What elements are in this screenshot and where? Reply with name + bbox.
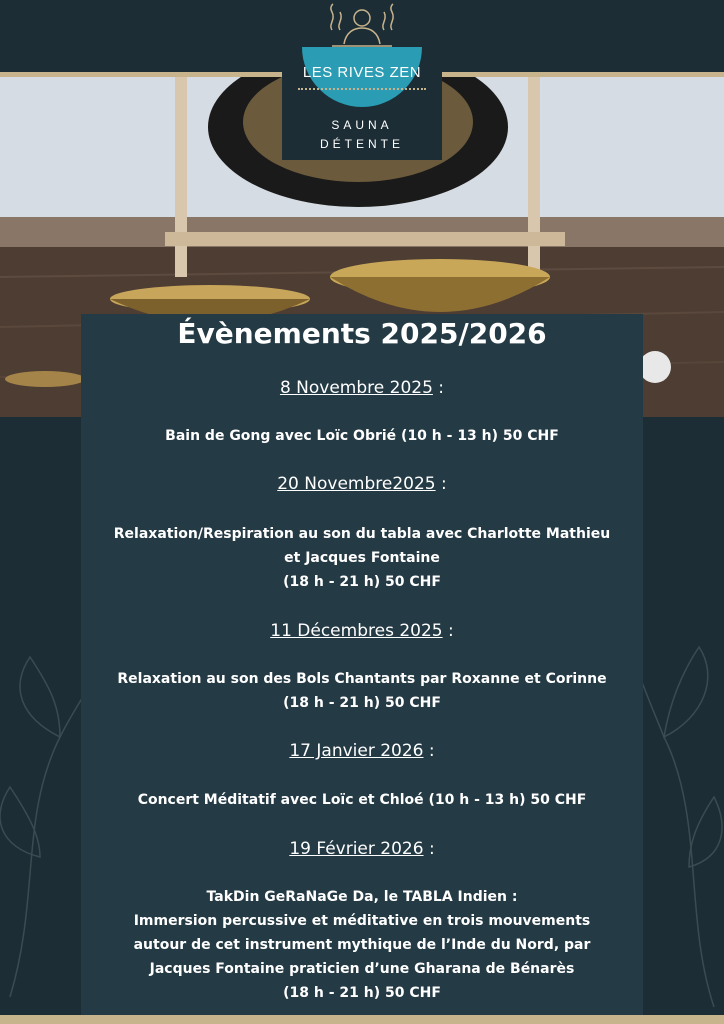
event-description: Bain de Gong avec Loïc Obrié (10 h - 13 h) 50 CHF (165, 428, 559, 444)
logo-dotted-divider (298, 88, 426, 90)
event-description: TakDin GeRaNaGe Da, le TABLA Indien : (206, 889, 518, 905)
event-date: 8 Novembre 2025 : (279, 378, 445, 398)
event-date: 17 Janvier 2026 : (289, 741, 435, 761)
event-description: (18 h - 21 h) 50 CHF (283, 574, 441, 590)
event-description: (18 h - 21 h) 50 CHF (283, 695, 441, 711)
event-date: 20 Novembre2025 : (277, 474, 447, 494)
event-description: Concert Méditatif avec Loïc et Chloé (10 h - 13 h) 50 CHF (137, 792, 587, 808)
event-date: 19 Février 2026 : (289, 839, 435, 859)
event-description: Jacques Fontaine praticien d’une Gharana de Bénarès (149, 961, 575, 977)
events-panel (81, 314, 643, 1015)
event-description: (18 h - 21 h) 50 CHF (283, 985, 441, 1001)
brand-logo (282, 0, 442, 160)
event-description: et Jacques Fontaine (284, 550, 440, 566)
event-date: 11 Décembres 2025 : (270, 621, 454, 641)
gold-divider-bottom (0, 1015, 724, 1024)
event-description: Relaxation au son des Bols Chantants par Roxanne et Corinne (117, 671, 607, 687)
event-description: Immersion percussive et méditative en trois mouvements (133, 913, 591, 929)
brand-name: LES RIVES ZEN (302, 64, 422, 81)
sauna-person-icon (324, 2, 400, 52)
event-description: autour de cet instrument mythique de l’Inde du Nord, par (133, 937, 591, 953)
page-title: Évènements 2025/2026 (177, 317, 547, 350)
event-description: Relaxation/Respiration au son du tabla avec Charlotte Mathieu (113, 526, 611, 542)
brand-subtitle-sauna: SAUNA (331, 118, 393, 132)
brand-subtitle-detente: DÉTENTE (319, 137, 404, 151)
